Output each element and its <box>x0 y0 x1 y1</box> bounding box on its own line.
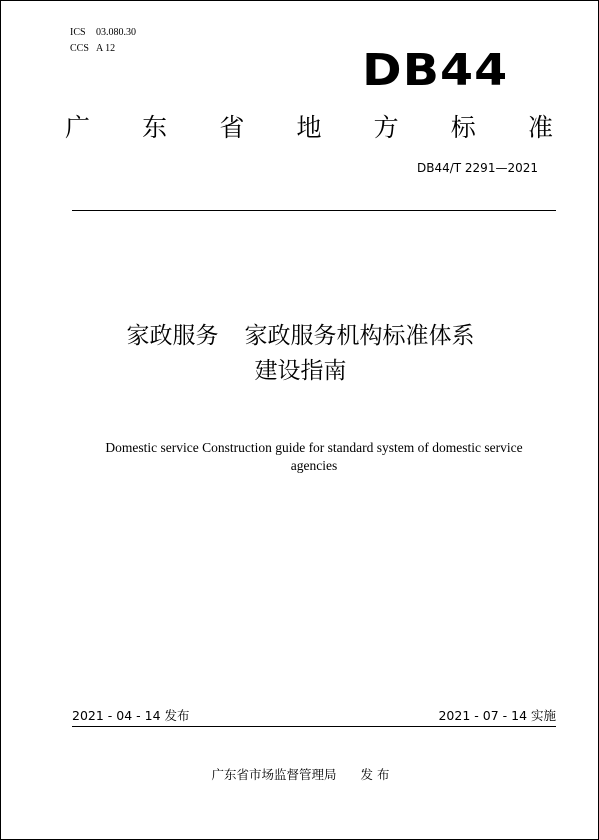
standard-type-char: 东 <box>142 113 168 142</box>
ccs-label: CCS <box>70 43 89 54</box>
standard-number: DB44/T 2291—2021 <box>416 161 538 175</box>
implement-date: 2021 - 07 - 14 实施 <box>438 708 556 723</box>
chinese-title-part1: 家政服务 <box>126 323 219 349</box>
english-title: Domestic service Construction guide for standard system of domestic service agencies <box>105 440 523 473</box>
publisher-name: 广东省市场监督管理局 <box>211 767 337 782</box>
standard-type-char: 标 <box>450 113 476 142</box>
chinese-title-part2: 家政服务机构标准体系 <box>244 323 475 349</box>
ccs-code: A 12 <box>96 43 116 54</box>
top-divider <box>72 210 556 211</box>
ccs-line <box>70 41 136 57</box>
standard-type-char: 准 <box>527 113 553 142</box>
chinese-title <box>1 319 599 389</box>
chinese-title-line1 <box>1 319 599 354</box>
standard-type-char: 广 <box>65 113 91 142</box>
bottom-divider <box>72 726 556 727</box>
standard-type-char: 地 <box>296 113 322 142</box>
standard-type-char: 省 <box>219 113 245 142</box>
issue-date: 2021 - 04 - 14 发布 <box>72 708 190 723</box>
db-code-logo: DB44 <box>361 45 508 96</box>
chinese-title-line2: 建设指南 <box>254 358 347 384</box>
standard-type-char: 方 <box>373 113 399 142</box>
ics-line <box>70 25 136 41</box>
ics-code: 03.080.30 <box>96 27 136 38</box>
classification-codes <box>70 25 136 57</box>
standard-type-title <box>65 113 553 143</box>
publisher-line <box>1 766 599 784</box>
ics-label: ICS <box>70 27 86 38</box>
publish-action: 发 布 <box>360 767 390 782</box>
date-row <box>72 707 556 725</box>
